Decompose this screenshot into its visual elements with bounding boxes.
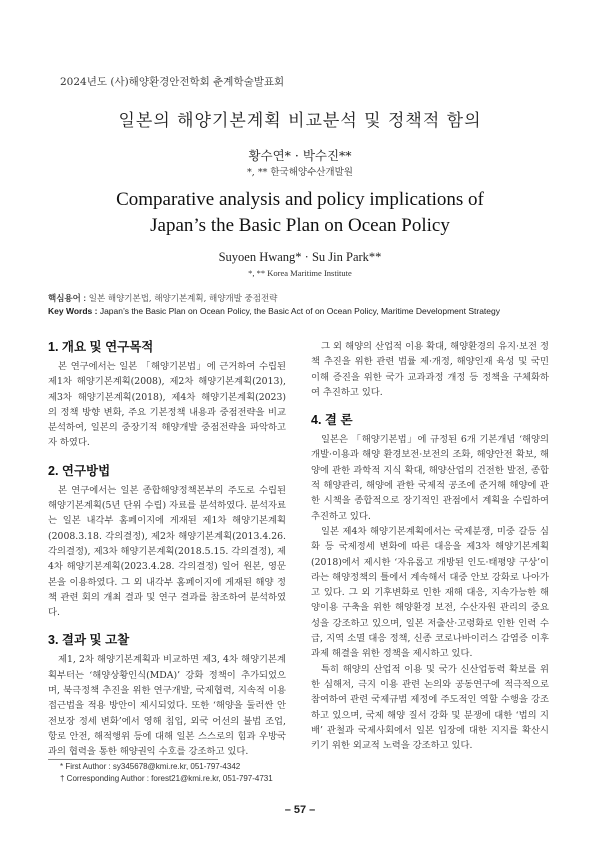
page-number: – 57 – bbox=[284, 804, 316, 816]
english-keywords bbox=[48, 305, 568, 318]
section-4-heading: 4. 결 론 bbox=[311, 413, 353, 428]
english-title-line-2: Japan’s the Basic Plan on Ocean Policy bbox=[150, 215, 450, 236]
korean-affiliation: *, ** 한국해양수산개발원 bbox=[247, 167, 353, 178]
section-2-paragraph-1: 본 연구에서는 일본 종합해양정책본부의 주도로 수립된 해양기본계획(5년 단위 수립) 자료를 분석하였다. 분석자료는 일본 내각부 홈페이지에 게재된 제1차 해양기본계획(2008.3.18. 각의결정), 제2차 해양기본계획(2013.4.26. 각의결정), 제3차 해양기본계획(2018.5.15. 각의결정), 제4차 해양기본계획(2023.4.28. 각의결정) 일어 원본, 영문본을 이용하였다. 그 외 내각부 홈페이지에 게재된 해양 정책 관련 회의 개최 결과 및 연구 결과를 참조하여 분석하였다. bbox=[48, 484, 286, 619]
english-title bbox=[0, 187, 600, 239]
section-3-paragraph-1: 제1, 2차 해양기본계획과 비교하면 제3, 4차 해양기본계획부터는 ‘해양상황인식(MDA)’ 강화 정책이 추가되었으며, 북극정책 추진을 위한 연구개발, 국제협력, 지속적 이용 접근법을 적용 방안이 제시되었다. 또한 ‘해양을 둘러싼 안전보장 정세 변화’에서 영해 침입, 외국 어선의 불법 조업, 항로 안전, 해적행위 등에 대해 일본 스스로의 힘과 우방국과의 협력을 통한 해양권익 수호를 강조하고 있다. bbox=[48, 654, 286, 758]
section-3-paragraph-2: 그 외 해양의 산업적 이용 확대, 해양환경의 유지·보전 정책 추진을 위한 관련 법률 제·개정, 해양인재 육성 및 국민이해 증진을 위한 국가 교과과정 개정 등 정책을 구체화하여 추진하고 있다. bbox=[311, 341, 549, 398]
right-column bbox=[311, 339, 549, 753]
section-1-paragraph-1: 본 연구에서는 일본 「해양기본법」에 근거하여 수립된 제1차 해양기본계획(2008), 제2차 해양기본계획(2013), 제3차 해양기본계획(2018), 제4차 해양기본계획(2023)의 정책 방향 변화, 주요 기본정책 내용과 중점전략을 비교 분석하여, 일본의 중장기적 해양개발 중점전략을 파악하고자 하였다. bbox=[48, 361, 286, 449]
conference-header: 2024년도 (사)해양환경안전학회 춘계학술발표회 bbox=[60, 76, 285, 88]
section-1-heading: 1. 개요 및 연구목적 bbox=[48, 340, 154, 354]
korean-authors: 황수연* · 박수진** bbox=[248, 148, 352, 163]
footnote-divider bbox=[48, 759, 218, 760]
footnote-first-author: * First Author : sy345678@kmi.re.kr, 051-797-4342 bbox=[60, 762, 241, 771]
korean-keywords bbox=[48, 292, 568, 306]
section-4-paragraph-1: 일본은 「해양기본법」에 규정된 6개 기본개념 ‘해양의 개발·이용과 해양 환경보전·보전의 조화, 해양안전 확보, 해양에 관한 과학적 지식 확대, 해양산업의 건전한 발전, 종합적 해양관리, 해양에 관한 국제적 공조에 준거해 해양에 관한 시책을 종합적으로 장기적인 관점에서 계획을 수립하여 추진하고 있다. bbox=[311, 434, 549, 522]
section-4-paragraph-2: 일본 제4차 해양기본계획에서는 국제분쟁, 미중 갈등 심화 등 국제정세 변화에 따른 대응을 제3차 해양기본계획(2018)에서 제시한 ‘자유롭고 개방된 인도·태평양 구상’이라는 해양정책의 틀에서 계속해서 대중 안보 강화로 나아가고 있다. 그 외 기후변화로 인한 재해 대응, 지속가능한 해양이용 구축을 위한 해양환경 보전, 수산자원 관리의 중요성을 강조하고 있으며, 일본 저출산·고령화로 인한 인력 수급, 지역 소멸 대응 정책, 신종 코로나바이러스 감염증 이후 과제 해결을 위한 정책을 제시하고 있다. bbox=[311, 525, 549, 660]
section-3-heading: 3. 결과 및 고찰 bbox=[48, 633, 130, 648]
footnote-corresponding-author: † Corresponding Author : forest21@kmi.re.kr, 051-797-4731 bbox=[60, 774, 273, 783]
english-keywords-label: Key Words : bbox=[48, 306, 98, 316]
left-column bbox=[48, 339, 286, 760]
english-keywords-text: Japan’s the Basic Plan on Ocean Policy, the Basic Act of on Ocean Policy, Maritime Development Strategy bbox=[99, 306, 500, 316]
english-authors: Suyoen Hwang* · Su Jin Park** bbox=[218, 250, 382, 264]
section-4-paragraph-3: 특히 해양의 산업적 이용 및 국가 신산업동력 확보를 위한 심해저, 극지 이용 관련 논의와 공동연구에 적극적으로 참여하여 관련 국제규범 제정에 주도적인 역할 수행을 강조하고 있으며, 국제 해양 질서 강화 및 분쟁에 대한 ‘법의 지배’ 관철과 국제사회에서 일본 입장에 대한 지지를 확산시키기 위한 외교적 노력을 강조하고 있다. bbox=[311, 663, 549, 752]
korean-keywords-text: 일본 해양기본법, 해양기본계획, 해양개발 중점전략 bbox=[88, 294, 278, 304]
english-affiliation: *, ** Korea Maritime Institute bbox=[248, 268, 352, 278]
korean-keywords-label: 핵심용어 : bbox=[48, 293, 87, 303]
section-2-heading: 2. 연구방법 bbox=[48, 463, 111, 478]
korean-title: 일본의 해양기본계획 비교분석 및 정책적 함의 bbox=[118, 111, 482, 131]
english-title-line-1: Comparative analysis and policy implications of bbox=[116, 189, 484, 210]
